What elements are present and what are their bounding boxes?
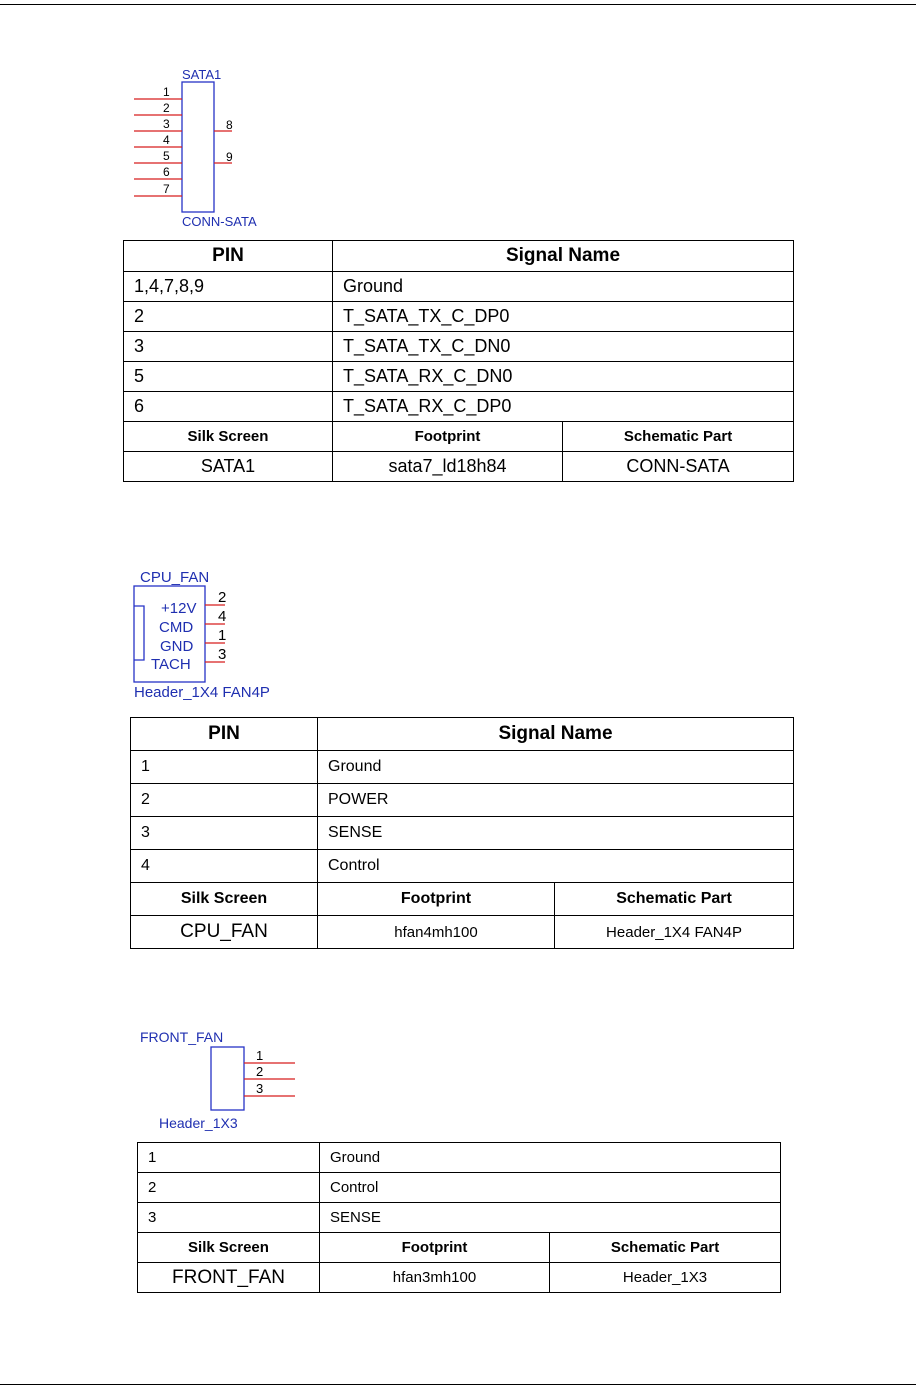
silk-screen-value: CPU_FAN: [131, 916, 318, 949]
footprint-header: Footprint: [320, 1233, 550, 1263]
front-fan-pin-table: [137, 1142, 781, 1293]
cpu-fan-part-label: Header_1X4 FAN4P: [134, 684, 270, 701]
silk-screen-value: SATA1: [124, 452, 333, 482]
pin-cell: 6: [124, 392, 333, 422]
pin-cell: 2: [138, 1173, 320, 1203]
front-fan-body: [211, 1047, 244, 1110]
sata-pin-1: 1: [163, 85, 170, 99]
sata-body: [182, 82, 214, 212]
signal-cell: T_SATA_RX_C_DP0: [333, 392, 794, 422]
cpu-fan-title: CPU_FAN: [140, 569, 210, 586]
sata-col-signal: Signal Name: [333, 241, 794, 272]
signal-cell: SENSE: [320, 1203, 781, 1233]
front-fan-pin-1: 1: [256, 1048, 264, 1063]
cpu-fan-label-gnd: GND: [160, 638, 194, 655]
pin-cell: 2: [131, 784, 318, 817]
signal-cell: Ground: [318, 751, 794, 784]
sata-pin-7: 7: [163, 182, 170, 196]
signal-cell: Control: [318, 850, 794, 883]
front-fan-symbol: [140, 1029, 295, 1131]
pin-cell: 2: [124, 302, 333, 332]
cpu-fan-pin-table: [130, 717, 794, 949]
signal-cell: T_SATA_RX_C_DN0: [333, 362, 794, 392]
cpu-fan-pin-3: 3: [218, 646, 227, 663]
cpu-fan-col-signal: Signal Name: [318, 718, 794, 751]
table-row: [124, 302, 794, 332]
table-row: [138, 1203, 781, 1233]
footprint-header: Footprint: [333, 422, 563, 452]
sata-pin-3: 3: [163, 117, 170, 131]
table-row: [131, 751, 794, 784]
sata-symbol: [134, 67, 257, 229]
sata-pin-6: 6: [163, 165, 170, 179]
footprint-value: hfan3mh100: [320, 1263, 550, 1293]
table-row: [124, 272, 794, 302]
table-row: [124, 392, 794, 422]
cpu-fan-pin-2: 2: [218, 589, 227, 606]
table-row: [131, 850, 794, 883]
pin-cell: 3: [124, 332, 333, 362]
footprint-header: Footprint: [318, 883, 555, 916]
signal-cell: POWER: [318, 784, 794, 817]
sata-pin-2: 2: [163, 101, 170, 115]
signal-cell: T_SATA_TX_C_DP0: [333, 302, 794, 332]
cpu-fan-col-pin: PIN: [131, 718, 318, 751]
schematic-part-value: Header_1X4 FAN4P: [555, 916, 794, 949]
sata-col-pin: PIN: [124, 241, 333, 272]
cpu-fan-label-12v: +12V: [161, 600, 197, 617]
signal-cell: T_SATA_TX_C_DN0: [333, 332, 794, 362]
schematic-part-header: Schematic Part: [563, 422, 794, 452]
pin-cell: 1,4,7,8,9: [124, 272, 333, 302]
cpu-fan-symbol: [134, 569, 270, 701]
cpu-fan-pin-4: 4: [218, 608, 227, 625]
front-fan-part-label: Header_1X3: [159, 1115, 238, 1131]
silk-screen-header: Silk Screen: [131, 883, 318, 916]
silk-screen-value: FRONT_FAN: [138, 1263, 320, 1293]
sata-pin-8: 8: [226, 118, 233, 132]
signal-cell: Ground: [333, 272, 794, 302]
front-fan-pin-3: 3: [256, 1081, 264, 1096]
cpu-fan-pin-1: 1: [218, 627, 227, 644]
footprint-value: hfan4mh100: [318, 916, 555, 949]
pin-cell: 3: [138, 1203, 320, 1233]
footprint-value: sata7_ld18h84: [333, 452, 563, 482]
front-fan-pin-2: 2: [256, 1064, 264, 1079]
cpu-fan-label-tach: TACH: [151, 656, 191, 673]
sata-pin-5: 5: [163, 149, 170, 163]
sata-part-label: CONN-SATA: [182, 214, 257, 229]
sata-pin-9: 9: [226, 150, 233, 164]
silk-screen-header: Silk Screen: [138, 1233, 320, 1263]
front-fan-title: FRONT_FAN: [140, 1029, 224, 1045]
table-row: [124, 332, 794, 362]
sata-pin-table: [123, 240, 794, 482]
cpu-fan-label-cmd: CMD: [159, 619, 194, 636]
signal-cell: Ground: [320, 1143, 781, 1173]
pin-cell: 1: [131, 751, 318, 784]
table-row: [124, 362, 794, 392]
table-row: [131, 817, 794, 850]
sata-pin-4: 4: [163, 133, 170, 147]
pin-cell: 3: [131, 817, 318, 850]
pin-cell: 5: [124, 362, 333, 392]
sata-title: SATA1: [182, 67, 222, 82]
schematic-part-header: Schematic Part: [550, 1233, 781, 1263]
pin-cell: 4: [131, 850, 318, 883]
table-row: [131, 784, 794, 817]
silk-screen-header: Silk Screen: [124, 422, 333, 452]
schematic-part-value: CONN-SATA: [563, 452, 794, 482]
schematic-part-header: Schematic Part: [555, 883, 794, 916]
schematic-part-value: Header_1X3: [550, 1263, 781, 1293]
table-row: [138, 1143, 781, 1173]
pin-cell: 1: [138, 1143, 320, 1173]
table-row: [138, 1173, 781, 1203]
signal-cell: Control: [320, 1173, 781, 1203]
signal-cell: SENSE: [318, 817, 794, 850]
